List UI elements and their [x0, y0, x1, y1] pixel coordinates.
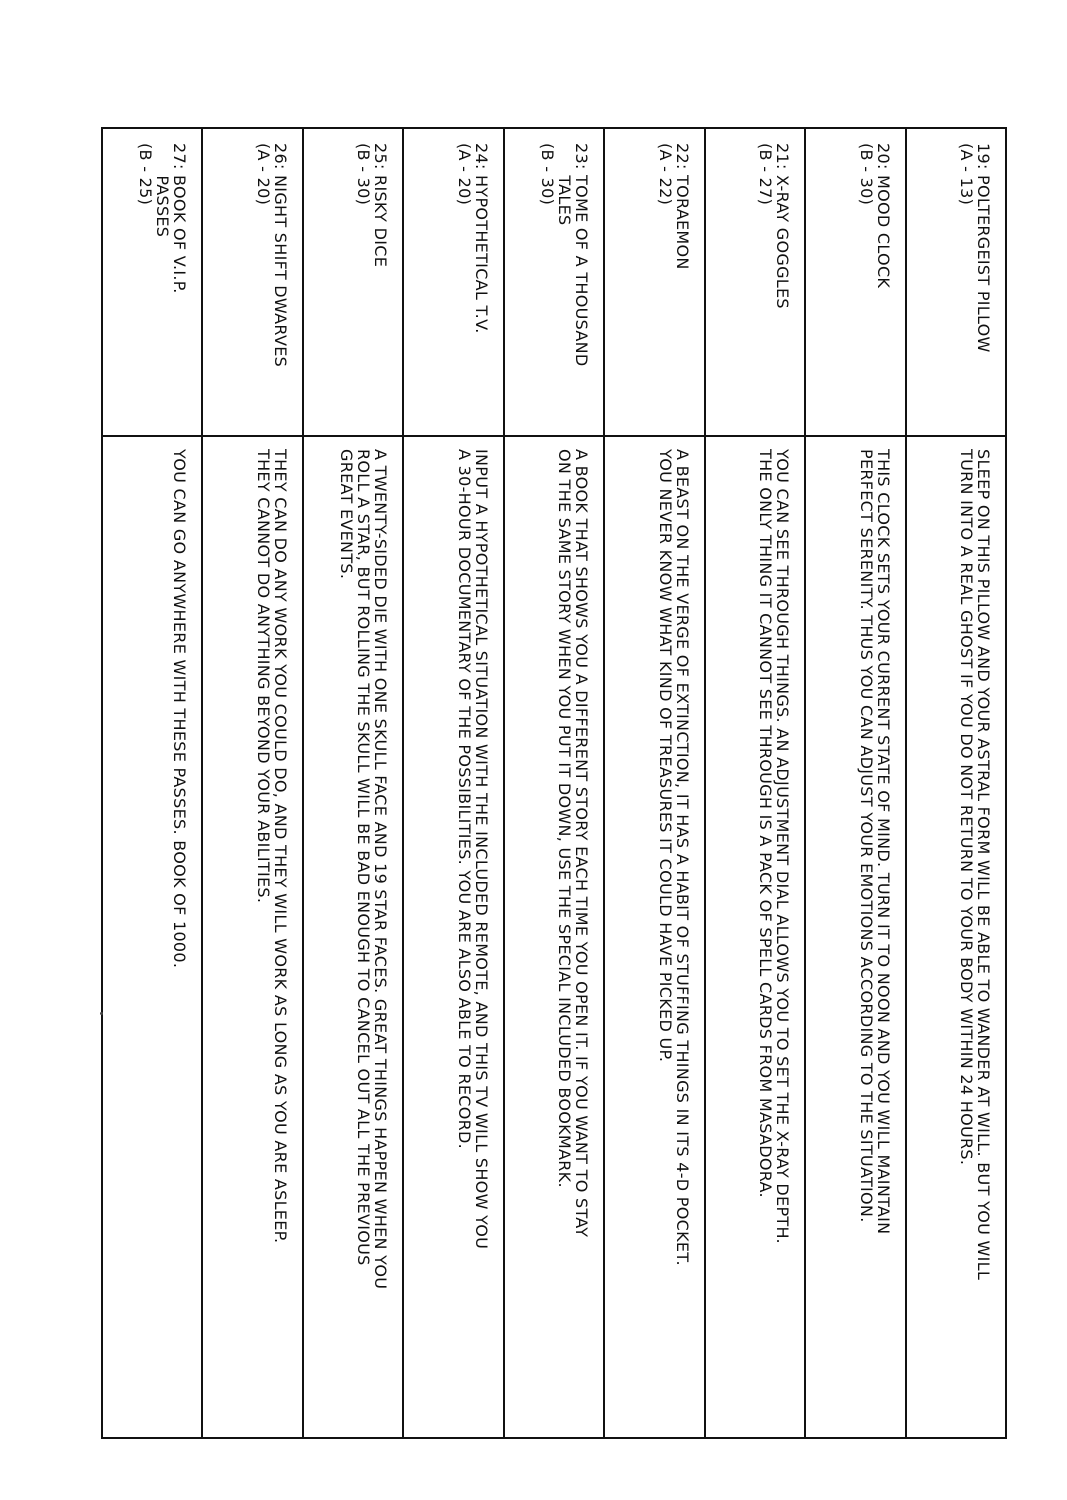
card-name-cell	[304, 129, 402, 437]
stray-ink-dot	[100, 1012, 103, 1015]
card-description-line: INPUT A HYPOTHETICAL SITUATION WITH THE INCLUDED REMOTE, AND THIS TV WILL SHOW YOU	[471, 449, 491, 1250]
card-row	[704, 129, 804, 1437]
card-description-cell	[505, 437, 603, 1437]
card-name: TALES	[555, 143, 575, 226]
card-name: 26: NIGHT SHIFT DWARVES	[270, 143, 290, 368]
card-description-line: THIS CLOCK SETS YOUR CURRENT STATE OF MIND. TURN IT TO NOON AND YOU WILL MAINTAIN	[873, 449, 893, 1235]
spell-card-table	[101, 127, 1007, 1439]
card-name: 20: MOOD CLOCK	[873, 143, 893, 289]
card-description-line: ROLL A STAR, BUT ROLLING THE SKULL WILL BE BAD ENOUGH TO CANCEL OUT ALL THE PREVIOUS	[354, 449, 374, 1266]
card-rank-limit: (B - 30)	[856, 143, 876, 206]
card-row	[103, 129, 201, 1437]
card-description-line: ON THE SAME STORY WHEN YOU PUT IT DOWN, USE THE SPECIAL INCLUDED BOOKMARK.	[555, 449, 575, 1188]
card-description-line: SLEEP ON THIS PILLOW AND YOUR ASTRAL FORM WILL BE ABLE TO WANDER AT WILL. BUT YOU WILL	[974, 449, 993, 1281]
card-name: 19: POLTERGEIST PILLOW	[974, 143, 993, 353]
card-name: 25: RISKY DICE	[371, 143, 391, 268]
card-description-cell	[907, 437, 1005, 1437]
rotated-page	[101, 127, 1007, 1439]
card-row	[905, 129, 1005, 1437]
card-description-line: YOU CAN GO ANYWHERE WITH THESE PASSES. BOOK OF 1000.	[170, 449, 190, 969]
card-description-line: A BEAST ON THE VERGE OF EXTINCTION, IT HAS A HABIT OF STUFFING THINGS IN ITS 4-D POCKET.	[672, 449, 692, 1266]
card-description-line: A BOOK THAT SHOWS YOU A DIFFERENT STORY EACH TIME YOU OPEN IT. IF YOU WANT TO STAY	[572, 449, 592, 1238]
card-row	[804, 129, 904, 1437]
card-name: 24: HYPOTHETICAL T.V.	[471, 143, 491, 334]
card-description-line: A 30-HOUR DOCUMENTARY OF THE POSSIBILITIES. YOU ARE ALSO ABLE TO RECORD.	[454, 449, 474, 1150]
card-rank-limit: (B - 30)	[538, 143, 558, 206]
card-description-line: A TWENTY-SIDED DIE WITH ONE SKULL FACE AND 19 STAR FACES. GREAT THINGS HAPPEN WHEN YOU	[371, 449, 391, 1290]
card-description-line: THEY CAN DO ANY WORK YOU COULD DO, AND THEY WILL WORK AS LONG AS YOU ARE ASLEEP.	[270, 449, 290, 1244]
card-description-cell	[103, 437, 201, 1437]
card-rank-limit: (A - 22)	[655, 143, 675, 206]
card-row	[302, 129, 402, 1437]
card-name-cell	[404, 129, 502, 437]
card-description-cell	[806, 437, 904, 1437]
card-name-cell	[505, 129, 603, 437]
card-row	[603, 129, 703, 1437]
card-name: 21: X-RAY GOGGLES	[773, 143, 793, 309]
card-description-line: YOU CAN SEE THROUGH THINGS. AN ADJUSTMENT DIAL ALLOWS YOU TO SET THE X-RAY DEPTH.	[773, 449, 793, 1244]
card-description-cell	[605, 437, 703, 1437]
card-name-cell	[806, 129, 904, 437]
card-name: 22: TORAEMON	[672, 143, 692, 270]
card-rank-limit: (A - 20)	[253, 143, 273, 206]
card-row	[503, 129, 603, 1437]
card-name: PASSES	[153, 143, 173, 238]
card-name: 23: TOME OF A THOUSAND	[572, 143, 592, 367]
card-description-cell	[706, 437, 804, 1437]
card-name: 27: BOOK OF V.I.P.	[170, 143, 190, 294]
card-name-cell	[907, 129, 1005, 437]
card-rank-limit: (B - 27)	[756, 143, 776, 206]
card-name-cell	[605, 129, 703, 437]
card-rank-limit: (B - 25)	[136, 143, 156, 206]
card-name-cell	[103, 129, 201, 437]
card-description-line: TURN INTO A REAL GHOST IF YOU DO NOT RETURN TO YOUR BODY WITHIN 24 HOURS.	[957, 449, 976, 1166]
card-rank-limit: (A - 13)	[957, 143, 976, 206]
card-description-cell	[404, 437, 502, 1437]
card-description-line: PERFECT SERENITY. THUS YOU CAN ADJUST YOUR EMOTIONS ACCORDING TO THE SITUATION.	[856, 449, 876, 1223]
card-row	[202, 129, 302, 1437]
card-rank-limit: (A - 20)	[454, 143, 474, 206]
card-description-line: GREAT EVENTS.	[337, 449, 357, 580]
card-name-cell	[706, 129, 804, 437]
card-description-line: YOU NEVER KNOW WHAT KIND OF TREASURES IT COULD HAVE PICKED UP.	[655, 449, 675, 1063]
card-description-line: THEY CANNOT DO ANYTHING BEYOND YOUR ABILITIES.	[253, 449, 273, 904]
card-rank-limit: (B - 30)	[354, 143, 374, 206]
card-description-cell	[304, 437, 402, 1437]
card-name-cell	[204, 129, 302, 437]
card-row	[402, 129, 502, 1437]
card-description-cell	[204, 437, 302, 1437]
card-description-line: THE ONLY THING IT CANNOT SEE THROUGH IS A PACK OF SPELL CARDS FROM MASADORA.	[756, 449, 776, 1198]
